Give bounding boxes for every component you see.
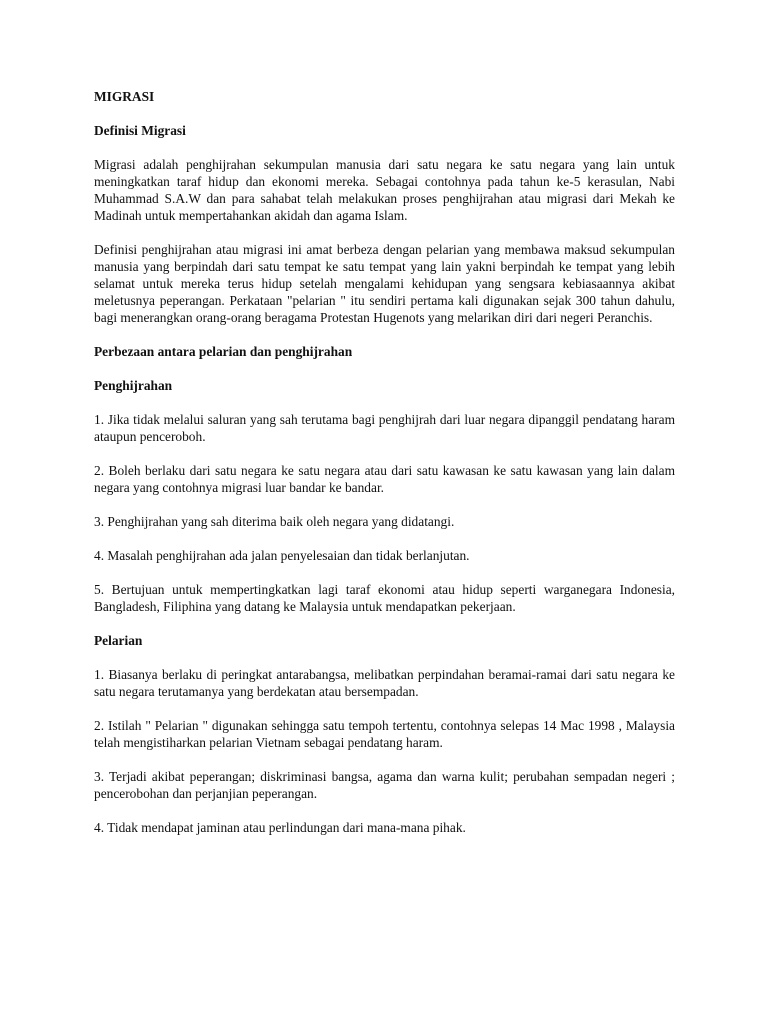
section-heading-penghijrahan: Penghijrahan (94, 378, 173, 393)
paragraph-definisi-2: Definisi penghijrahan atau migrasi ini amat berbeza dengan pelarian yang membawa maksud sekumpulan manusia yang berpindah dari satu tempat ke satu tempat yang lain yakni berpindah ke tempat yang lebih selamat untuk mereka terus hidup setelah mengalami kehidupan yang sengsara kebiasaannya akibat meletusnya peperangan. Perkataan "pelarian " itu sendiri pertama kali digunakan sejak 300 tahun dahulu, bagi menerangkan orang-orang beragama Protestan Hugenots yang melarikan diri dari negeri Peranchis. (94, 242, 675, 325)
list-item-penghijrahan-2: 2. Boleh berlaku dari satu negara ke satu negara atau dari satu kawasan ke satu kawasan yang lain dalam negara yang contohnya migrasi luar bandar ke bandar. (94, 463, 675, 495)
list-item-pelarian-1: 1. Biasanya berlaku di peringkat antarabangsa, melibatkan perpindahan beramai-ramai dari satu negara ke satu negara terutamanya yang berdekatan atau bersempadan. (94, 667, 675, 699)
paragraph-definisi-1: Migrasi adalah penghijrahan sekumpulan manusia dari satu negara ke satu negara yang lain untuk meningkatkan taraf hidup dan ekonomi mereka. Sebagai contohnya pada tahun ke-5 kerasulan, Nabi Muhammad S.A.W dan para sahabat telah melakukan proses penghijrahan atau migrasi dari Mekah ke Madinah untuk mempertahankan akidah dan agama Islam. (94, 157, 675, 223)
list-item-penghijrahan-5: 5. Bertujuan untuk mempertingkatkan lagi taraf ekonomi atau hidup seperti warganegara Indonesia, Bangladesh, Filiphina yang datang ke Malaysia untuk mendapatkan pekerjaan. (94, 582, 675, 614)
document-page (94, 88, 675, 853)
list-item-penghijrahan-3: 3. Penghijrahan yang sah diterima baik oleh negara yang didatangi. (94, 514, 455, 529)
section-heading-perbezaan: Perbezaan antara pelarian dan penghijrahan (94, 344, 353, 359)
list-item-pelarian-3: 3. Terjadi akibat peperangan; diskriminasi bangsa, agama dan warna kulit; perubahan sempadan negeri ; pencerobohan dan perjanjian peperangan. (94, 769, 675, 801)
section-heading-pelarian: Pelarian (94, 633, 143, 648)
section-heading-definisi: Definisi Migrasi (94, 123, 186, 138)
list-item-pelarian-4: 4. Tidak mendapat jaminan atau perlindungan dari mana-mana pihak. (94, 820, 466, 835)
document-title: MIGRASI (94, 89, 155, 104)
list-item-penghijrahan-4: 4. Masalah penghijrahan ada jalan penyelesaian dan tidak berlanjutan. (94, 548, 470, 563)
list-item-penghijrahan-1: 1. Jika tidak melalui saluran yang sah terutama bagi penghijrah dari luar negara dipanggil pendatang haram ataupun penceroboh. (94, 412, 675, 444)
list-item-pelarian-2: 2. Istilah " Pelarian " digunakan sehingga satu tempoh tertentu, contohnya selepas 14 Mac 1998 , Malaysia telah mengistiharkan pelarian Vietnam sebagai pendatang haram. (94, 718, 675, 750)
